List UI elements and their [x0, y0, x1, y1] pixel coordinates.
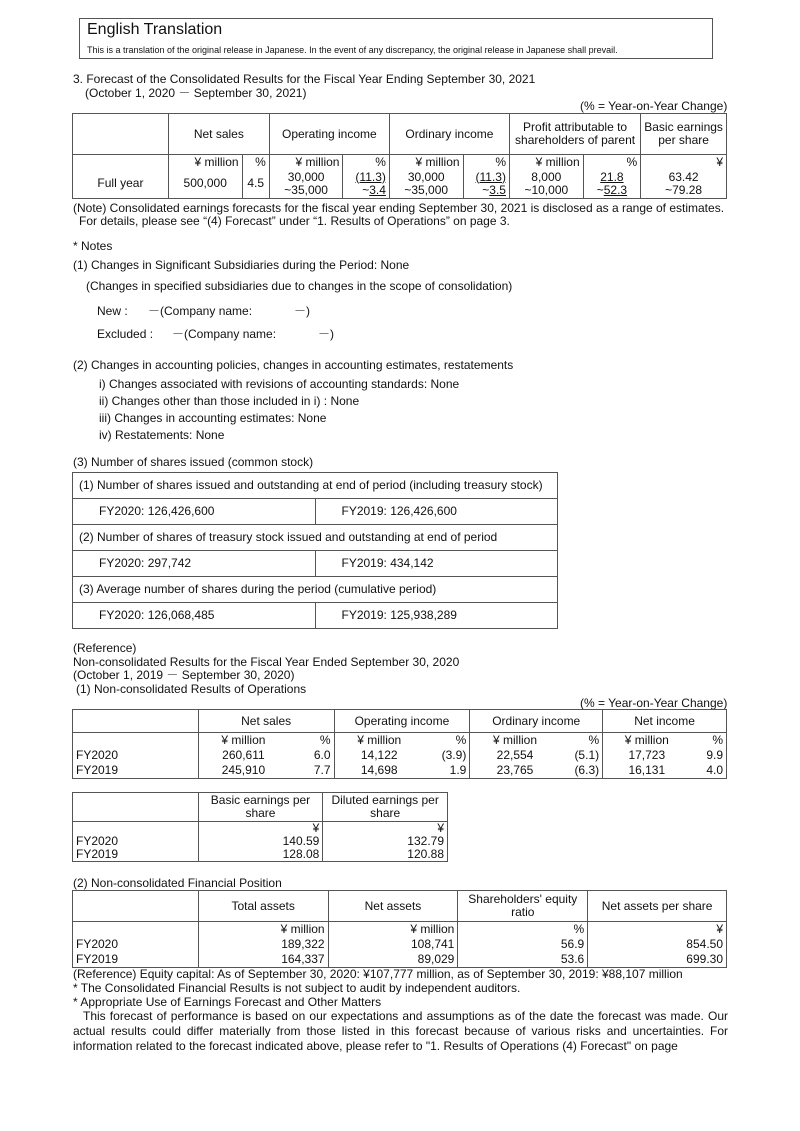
col-ordinary-income: Ordinary income [470, 710, 603, 733]
cell: 14,122 [334, 748, 424, 763]
net-sales-pct: 4.5 [242, 169, 269, 199]
reference-sub-1: (1) Non-consolidated Results of Operations [76, 682, 307, 696]
op-pct-tilde: ~ [362, 182, 370, 197]
col-net-sales: Net sales [168, 114, 269, 155]
cell: 245,910 [198, 763, 288, 779]
unit-empty [73, 733, 199, 749]
unit-cell: ¥ million [603, 733, 691, 749]
new-label: New : [97, 304, 128, 318]
shares-fy2019: FY2019: 126,426,600 [315, 499, 558, 525]
table-row [73, 937, 727, 952]
cell: 128.08 [198, 848, 323, 862]
col-net-income: Net income [603, 710, 727, 733]
col-net-sales: Net sales [198, 710, 334, 733]
forecast-use-body: This forecast of performance is based on our expectations and assumptions as of the date the forecast was made. Our actual results could differ materially from those listed in this forecast because of various risks and uncertainties. For information related to the forecast indicated above, please refer to "1. Results of Operations (4) Forecast" on page [73, 1009, 728, 1053]
col-basic-eps: Basic earnings per share [198, 793, 323, 822]
profit-high: ~10,000 [524, 182, 569, 197]
forecast-header-row [73, 114, 727, 155]
op-low: 30,000 [287, 169, 325, 184]
new-company: －(Company name: [148, 304, 253, 318]
unit-cell: ¥ million [168, 155, 242, 170]
shares-title-row [73, 577, 558, 603]
cell: 4.0 [690, 763, 726, 779]
unit-cell: ¥ [641, 155, 727, 170]
audit-note: * The Consolidated Financial Results is not subject to audit by independent auditors. [73, 981, 521, 995]
shares-title-row [73, 525, 558, 551]
row-label: Full year [73, 169, 169, 199]
cell: 854.50 [588, 937, 727, 952]
forecast-table [72, 113, 727, 199]
unit-cell: ¥ million [334, 733, 424, 749]
cell: 6.0 [288, 748, 334, 763]
unit-cell: % [242, 155, 269, 170]
cell: (6.3) [560, 763, 603, 779]
cell: 89,029 [328, 952, 458, 968]
ord-low: 30,000 [407, 169, 445, 184]
op-high: ~35,000 [284, 182, 328, 197]
ord-high: ~35,000 [404, 182, 449, 197]
empty-header-cell [73, 114, 169, 155]
net-sales-value: 500,000 [168, 169, 242, 199]
col-ordinary-income: Ordinary income [389, 114, 509, 155]
notes-heading: * Notes [73, 239, 113, 253]
ordinary-income-range [389, 169, 463, 199]
cell: 14,698 [334, 763, 424, 779]
table-row [73, 835, 448, 848]
profit-pct-low: 21.8 [600, 169, 624, 184]
col-total-assets: Total assets [198, 891, 328, 922]
col-net-assets: Net assets [328, 891, 458, 922]
profit-range [509, 169, 583, 199]
cell: 1.9 [424, 763, 470, 779]
cell: 17,723 [603, 748, 691, 763]
reference-period: (October 1, 2019 － September 30, 2020) [73, 668, 295, 682]
unit-cell: % [463, 155, 509, 170]
ops-header-row [73, 710, 727, 733]
shares-row-title: (3) Average number of shares during the period (cumulative period) [73, 577, 558, 603]
cell: 9.9 [690, 748, 726, 763]
notes-item-1-sub: (Changes in specified subsidiaries due to changes in the scope of consolidation) [86, 279, 513, 293]
empty-header-cell [73, 710, 199, 733]
op-pct-high: 3.4 [369, 182, 386, 197]
table-row [73, 748, 727, 763]
col-operating-income: Operating income [269, 114, 389, 155]
cell: 140.59 [198, 835, 323, 848]
shares-value-row [73, 499, 558, 525]
position-header-row [73, 891, 727, 922]
profit-pct-range [583, 169, 641, 199]
cell: 7.7 [288, 763, 334, 779]
row-label: FY2019 [73, 952, 199, 968]
col-profit-attributable: Profit attributable to shareholders of parent [509, 114, 640, 155]
notes-item-1: (1) Changes in Significant Subsidiaries during the Period: None [73, 258, 410, 272]
shares-value-row [73, 551, 558, 577]
table-row [73, 763, 727, 779]
col-equity-ratio: Shareholders' equity ratio [458, 891, 588, 922]
forecast-full-year-row [73, 169, 727, 199]
reference-yoy-note: (% = Year-on-Year Change) [580, 696, 728, 710]
unit-empty [73, 155, 169, 170]
reference-label: (Reference) [73, 641, 137, 655]
banner-subtitle: This is a translation of the original release in Japanese. In the event of any discrepancy, the original release in Japanese shall prevail. [87, 45, 618, 55]
non-consolidated-operations-table [72, 709, 727, 779]
unit-empty [73, 922, 199, 938]
unit-cell: % [288, 733, 334, 749]
shares-value-row [73, 603, 558, 629]
row-label: FY2020 [73, 748, 199, 763]
unit-cell: ¥ million [198, 733, 288, 749]
reference-sub-2: (2) Non-consolidated Financial Position [73, 876, 282, 890]
equity-capital-note: (Reference) Equity capital: As of September 30, 2020: ¥107,777 million, as of September 30, 2019: ¥88,107 million [73, 967, 683, 981]
position-unit-row [73, 922, 727, 938]
excluded-label: Excluded : [97, 327, 154, 341]
shares-fy2019: FY2019: 125,938,289 [315, 603, 558, 629]
row-label: FY2019 [73, 848, 199, 862]
notes-item-2-iv: iv) Restatements: None [99, 428, 225, 442]
reference-title: Non-consolidated Results for the Fiscal Year Ended September 30, 2020 [73, 655, 460, 669]
cell: 260,611 [198, 748, 288, 763]
cell: (5.1) [560, 748, 603, 763]
cell: 56.9 [458, 937, 588, 952]
new-company-close: －) [294, 304, 310, 318]
cell: 699.30 [588, 952, 727, 968]
forecast-note-1: (Note) Consolidated earnings forecasts for the fiscal year ending September 30, 2021 is disclosed as a range of estimates. [73, 201, 725, 215]
unit-cell: % [583, 155, 641, 170]
cell: 53.6 [458, 952, 588, 968]
excluded-company-close: －) [318, 327, 334, 341]
unit-cell: ¥ million [198, 922, 328, 938]
banner-title: English Translation [87, 21, 223, 38]
ordinary-pct-range [463, 169, 509, 199]
shares-fy2019: FY2019: 434,142 [315, 551, 558, 577]
operating-pct-range [343, 169, 389, 199]
empty-header-cell [73, 793, 199, 822]
unit-empty [73, 822, 199, 836]
shares-table [72, 472, 558, 629]
non-consolidated-eps-table [72, 792, 448, 862]
ord-pct-tilde: ~ [482, 182, 490, 197]
ord-pct-low: (11.3) [475, 169, 506, 184]
ops-unit-row [73, 733, 727, 749]
unit-cell: ¥ [198, 822, 323, 836]
shares-fy2020: FY2020: 126,068,485 [73, 603, 316, 629]
notes-item-2: (2) Changes in accounting policies, changes in accounting estimates, restatements [73, 358, 514, 372]
cell: 108,741 [328, 937, 458, 952]
unit-cell: ¥ million [269, 155, 343, 170]
cell: 16,131 [603, 763, 691, 779]
row-label: FY2019 [73, 763, 199, 779]
col-operating-income: Operating income [334, 710, 470, 733]
unit-cell: ¥ million [389, 155, 463, 170]
profit-low: 8,000 [531, 169, 562, 184]
row-label: FY2020 [73, 937, 199, 952]
cell: 164,337 [198, 952, 328, 968]
profit-pct-tilde: ~ [596, 182, 604, 197]
forecast-period: (October 1, 2020 － September 30, 2021) [85, 86, 307, 100]
excluded-company: －(Company name: [172, 327, 277, 341]
unit-cell: % [458, 922, 588, 938]
col-diluted-eps: Diluted earnings per share [323, 793, 448, 822]
cell: 120.88 [323, 848, 448, 862]
cell: (3.9) [424, 748, 470, 763]
unit-cell: % [560, 733, 603, 749]
notes-item-2-iii: iii) Changes in accounting estimates: None [99, 411, 327, 425]
cell: 23,765 [470, 763, 560, 779]
cell: 189,322 [198, 937, 328, 952]
eps-header-row [73, 793, 448, 822]
cell: 22,554 [470, 748, 560, 763]
eps-low: 63.42 [668, 169, 699, 184]
unit-cell: ¥ million [509, 155, 583, 170]
shares-title-row [73, 473, 558, 499]
unit-cell: % [343, 155, 389, 170]
forecast-heading: 3. Forecast of the Consolidated Results for the Fiscal Year Ending September 30, 2021 [73, 72, 536, 86]
unit-cell: ¥ [588, 922, 727, 938]
unit-cell: ¥ million [328, 922, 458, 938]
translation-banner [79, 18, 713, 59]
unit-cell: ¥ [323, 822, 448, 836]
forecast-yoy-note: (% = Year-on-Year Change) [580, 99, 728, 113]
forecast-use-heading: * Appropriate Use of Earnings Forecast and Other Matters [73, 995, 382, 1009]
eps-unit-row [73, 822, 448, 836]
profit-pct-high: 52.3 [603, 182, 628, 197]
unit-cell: % [690, 733, 726, 749]
shares-fy2020: FY2020: 126,426,600 [73, 499, 316, 525]
col-basic-eps: Basic earnings per share [641, 114, 727, 155]
row-label: FY2020 [73, 835, 199, 848]
shares-fy2020: FY2020: 297,742 [73, 551, 316, 577]
op-pct-low: (11.3) [355, 169, 386, 184]
table-row [73, 848, 448, 862]
unit-cell: ¥ million [470, 733, 560, 749]
non-consolidated-position-table [72, 890, 727, 968]
notes-item-3: (3) Number of shares issued (common stock) [73, 455, 314, 469]
shares-row-title: (2) Number of shares of treasury stock issued and outstanding at end of period [73, 525, 558, 551]
ord-pct-high: 3.5 [489, 182, 506, 197]
unit-cell: % [424, 733, 470, 749]
notes-item-2-ii: ii) Changes other than those included in i) : None [99, 394, 360, 408]
cell: 132.79 [323, 835, 448, 848]
forecast-unit-row [73, 155, 727, 170]
table-row [73, 952, 727, 968]
notes-item-2-i: i) Changes associated with revisions of accounting standards: None [99, 377, 460, 391]
forecast-note-2: For details, please see “(4) Forecast” under “1. Results of Operations” on page 3. [79, 214, 510, 228]
eps-range [641, 169, 727, 199]
shares-row-title: (1) Number of shares issued and outstanding at end of period (including treasury stock) [73, 473, 558, 499]
operating-income-range [269, 169, 343, 199]
col-net-assets-per-share: Net assets per share [588, 891, 727, 922]
empty-header-cell [73, 891, 199, 922]
eps-high: ~79.28 [665, 182, 703, 197]
